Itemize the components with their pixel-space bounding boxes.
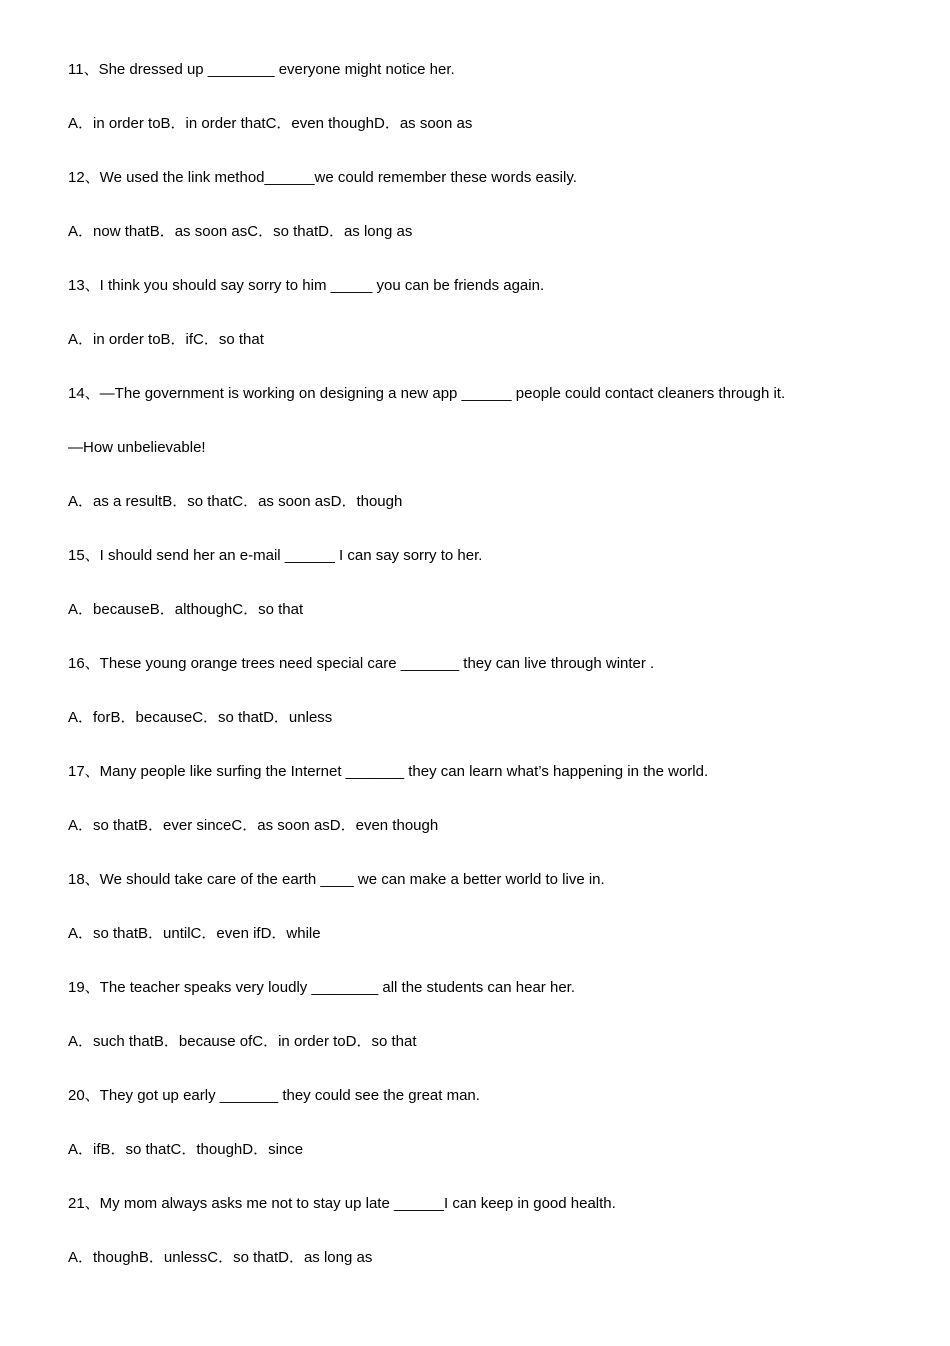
question-14-options: A．as a resultB．so thatC．as soon asD．though (68, 493, 403, 510)
question-14-reply: —How unbelievable! (68, 439, 206, 456)
question-12: 12、We used the link method______we could remember these words easily. (68, 169, 577, 186)
question-14: 14、—The government is working on designing a new app ______ people could contact cleaners through it. (68, 385, 786, 402)
question-19-options: A．such thatB．because ofC．in order toD．so that (68, 1033, 417, 1050)
question-12-options: A．now thatB．as soon asC．so thatD．as long as (68, 223, 413, 240)
question-18-options: A．so thatB．untilC．even ifD．while (68, 925, 321, 942)
question-15: 15、I should send her an e-mail ______ I can say sorry to her. (68, 547, 483, 564)
question-21: 21、My mom always asks me not to stay up late ______I can keep in good health. (68, 1195, 616, 1212)
question-17: 17、Many people like surfing the Internet _______ they can learn what’s happening in the world. (68, 763, 709, 780)
question-13: 13、I think you should say sorry to him _____ you can be friends again. (68, 277, 545, 294)
question-13-options: A．in order toB．ifC．so that (68, 331, 264, 348)
question-18: 18、We should take care of the earth ____ we can make a better world to live in. (68, 871, 605, 888)
question-11-options: A．in order toB．in order thatC．even thoughD．as soon as (68, 115, 473, 132)
question-17-options: A．so thatB．ever sinceC．as soon asD．even though (68, 817, 439, 834)
question-15-options: A．becauseB．althoughC．so that (68, 601, 304, 618)
question-16: 16、These young orange trees need special care _______ they can live through winter . (68, 655, 655, 672)
question-19: 19、The teacher speaks very loudly ________ all the students can hear her. (68, 979, 575, 996)
question-20: 20、They got up early _______ they could see the great man. (68, 1087, 480, 1104)
question-21-options: A．thoughB．unlessC．so thatD．as long as (68, 1249, 373, 1266)
question-16-options: A．forB．becauseC．so thatD．unless (68, 709, 333, 726)
question-20-options: A．ifB．so thatC．thoughD．since (68, 1141, 304, 1158)
question-11: 11、She dressed up ________ everyone might notice her. (68, 61, 455, 78)
